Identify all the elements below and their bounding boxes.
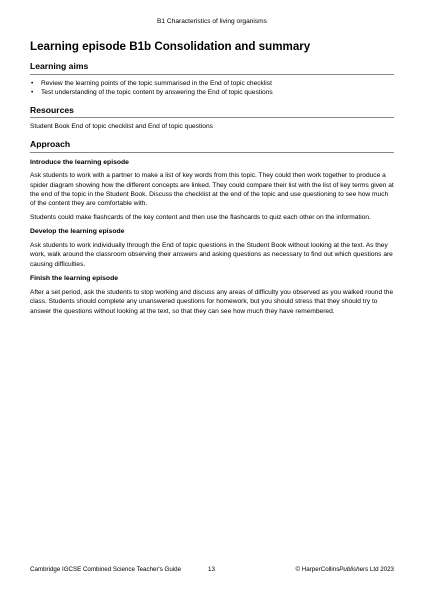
- page-number: 13: [208, 566, 215, 573]
- copyright-prefix: © HarperCollins: [295, 566, 340, 573]
- learning-aim-item: • Review the learning points of the topic summarised in the End of topic checklist: [30, 79, 394, 89]
- learning-aims-heading: Learning aims: [30, 61, 394, 75]
- resources-heading: Resources: [30, 105, 394, 119]
- develop-paragraph: Ask students to work individually through the End of topic questions in the Student Book without looking at the text. As they work, walk around the classroom observing their answers and asking questions as necessary to find out which questions are causing difficulties.: [30, 242, 393, 268]
- learning-aim-item: • Test understanding of the topic content by answering the End of topic questions: [30, 88, 394, 98]
- copyright-suffix: Ltd 2023: [368, 566, 394, 573]
- resources-text: Student Book End of topic checklist and End of topic questions: [30, 123, 213, 131]
- copyright-publishers: Publishers: [339, 566, 369, 573]
- footer-book-title: Cambridge IGCSE Combined Science Teacher's Guide: [30, 566, 182, 573]
- resources-section: [30, 105, 394, 132]
- page-content: [30, 40, 394, 323]
- learning-aims-list: [30, 79, 394, 98]
- page-title: Learning episode B1b Consolidation and summary: [30, 40, 311, 53]
- approach-section: [30, 139, 394, 316]
- introduce-heading: Introduce the learning episode: [30, 158, 129, 166]
- finish-paragraph: After a set period, ask the students to stop working and discuss any areas of difficulty you observed as you walked round the class. Students should complete any unanswered questions for homework, but you should stress that they should try to answer the questions without looking at the text, so that they can see how much they have remembered.: [30, 288, 394, 315]
- introduce-paragraph: Students could make flashcards of the key content and then use the flashcards to quiz each other on the information.: [30, 213, 371, 221]
- introduce-paragraph: Ask students to work with a partner to make a list of key words from this topic. They could then work together to produce a spider diagram showing how the different concepts are linked. They could compare their list with the list of key terms given at the end of the topic in the Student Book. Discuss the checklist at the end of the topic and use questioning to see how much of the content they are comfortable with.: [30, 172, 394, 208]
- running-header: B1 Characteristics of living organisms: [157, 18, 267, 25]
- finish-heading: Finish the learning episode: [30, 275, 118, 283]
- approach-heading: Approach: [30, 139, 394, 153]
- learning-aims-section: [30, 61, 394, 98]
- footer-copyright: [296, 566, 394, 573]
- develop-heading: Develop the learning episode: [30, 228, 125, 236]
